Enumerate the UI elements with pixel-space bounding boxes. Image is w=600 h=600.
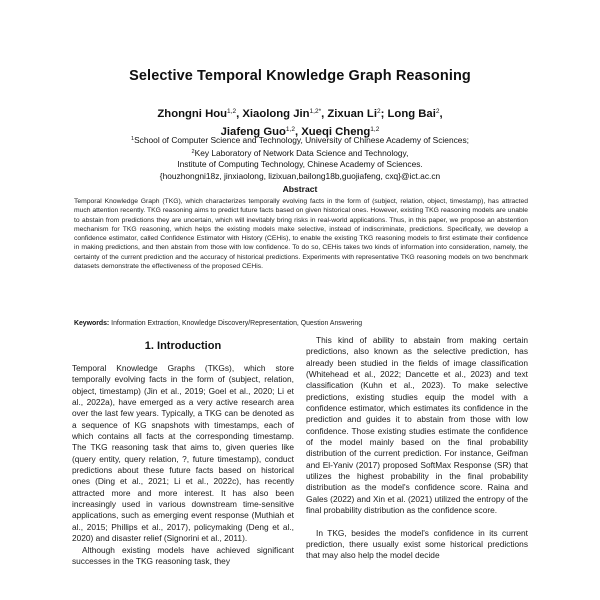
section-heading-introduction: 1. Introduction [144, 340, 222, 352]
keywords-label: Keywords: [74, 320, 110, 327]
affiliation-1: $^1$School of Computer Science and Technology, University of Chinese Academy of Sciences; [131, 135, 469, 145]
author-line-1: Zhongni Hou$^{1,2}$, Xiaolong Jin$^{1,2*}$, Zixuan Li$^2$; Long Bai$^2$, [157, 108, 443, 120]
paragraph: In TKG, besides the model's confidence in its current prediction, there usually exist some historical predictions that may also help the model decide [306, 527, 528, 561]
paper-title: Selective Temporal Knowledge Graph Reasoning [129, 68, 471, 84]
author-name: Xueqi Cheng [301, 126, 371, 138]
affiliations [60, 134, 540, 182]
author-affil-mark: 2 [376, 108, 381, 115]
abstract-text: Temporal Knowledge Graph (TKG), which characterizes temporally evolving facts in the form of (subject, relation, object, timestamp), has attracted much attention recently. TKG reasoning aims to predict future facts based on given historical ones. However, existing TKG reasoning models are unable to abstain from predictions they are uncertain, which will inevitably bring risks in real-world applications. Thus, in this paper, we propose an abstention mechanism for TKG reasoning, which helps the existing models make selective, instead of indiscriminate, predictions. Specifically, we develop a confidence estimator, called Confidence Estimator with History (CEHis), to enable the existing TKG reasoning models to first estimate their confidence in making predictions, and then abstain from those with low confidence. To do so, CEHis takes two kinds of information into consideration, namely, the certainty of the current prediction and the accuracy of historical predictions. Experiments with representative TKG reasoning models on two benchmark datasets demonstrate the effectiveness of the proposed CEHis. [74, 198, 528, 270]
affiliation-2: $^2$Key Laboratory of Network Data Science and Technology, [191, 147, 409, 158]
left-column [72, 363, 294, 567]
paragraph: Although existing models have achieved significant successes in the TKG reasoning task, they [72, 544, 294, 566]
keywords-list: Information Extraction, Knowledge Discovery/Representation, Question Answering [111, 320, 363, 327]
author-name: Zhongni Hou [157, 108, 228, 120]
author-affil-mark: 1,2 [227, 108, 237, 115]
paragraph: Temporal Knowledge Graphs (TKGs), which store temporally evolving facts in the form of (subject, relation, object, timestamp) (Jin et al., 2019; Goel et al., 2020; Li et al., 2022a), have emerged as a very active research area over the last few years. Typically, a TKG can be denoted as a sequence of KG snapshots with timestamps, each of which contains all facts at the corresponding timestamp. The TKG reasoning task that aims to, given queries like (query entity, query relation, ?, future timestamp), conduct predictions about these future facts based on historical ones (Ding et al., 2021; Li et al., 2022c), has recently attracted more and more interest. It has also been increasingly used in various downstream time-sensitive applications, such as emerging event response (Muthiah et al., 2015; Phillips et al., 2017), policymaking (Deng et al., 2020) and disaster relief (Signorini et al., 2011). [72, 363, 294, 544]
author-name: Jiafeng Guo [220, 126, 286, 138]
author-emails: {houzhongni18z, jinxiaolong, lizixuan,bailong18b,guojiafeng, cxq}@ict.ac.cn [159, 170, 441, 181]
author-affil-mark: 1,2 [285, 126, 295, 133]
right-column [306, 335, 528, 562]
paragraph: This kind of ability to abstain from making certain predictions, also known as the selective prediction, has already been studied in the fields of image classification (Whitehead et al., 2022; Dancette et al., 2023) and text classification (Kuhn et al., 2023). To make selective predictions, existing studies equip the model with a confidence estimator, which estimates its confidence in the prediction and guides it to abstain from those with low confidence. Those existing studies estimate the confidence of the model mainly based on the final probability distribution of the current prediction. For instance, Geifman and El-Yaniv (2017) proposed SoftMax Response (SR) that utilizes the highest probability in the final probability distribution as the model's confidence score. Raina and Gales (2022) and Xin et al. (2021) utilized the entropy of the final probability distribution as the confidence score. [306, 335, 528, 516]
author-affil-mark: 2 [435, 108, 440, 115]
author-affil-mark: 1,2 [370, 126, 380, 133]
author-name: Long Bai [387, 108, 436, 120]
author-name: Xiaolong Jin [242, 108, 310, 120]
affiliation-2-institute: Institute of Computing Technology, Chinese Academy of Sciences. [177, 159, 423, 170]
author-affil-mark: 1,2* [309, 108, 322, 115]
keywords [74, 319, 528, 328]
author-name: Zixuan Li [327, 108, 377, 120]
abstract-heading: Abstract [282, 184, 318, 194]
author-line-2: Jiafeng Guo$^{1,2}$, Xueqi Cheng$^{1,2}$ [220, 126, 380, 138]
